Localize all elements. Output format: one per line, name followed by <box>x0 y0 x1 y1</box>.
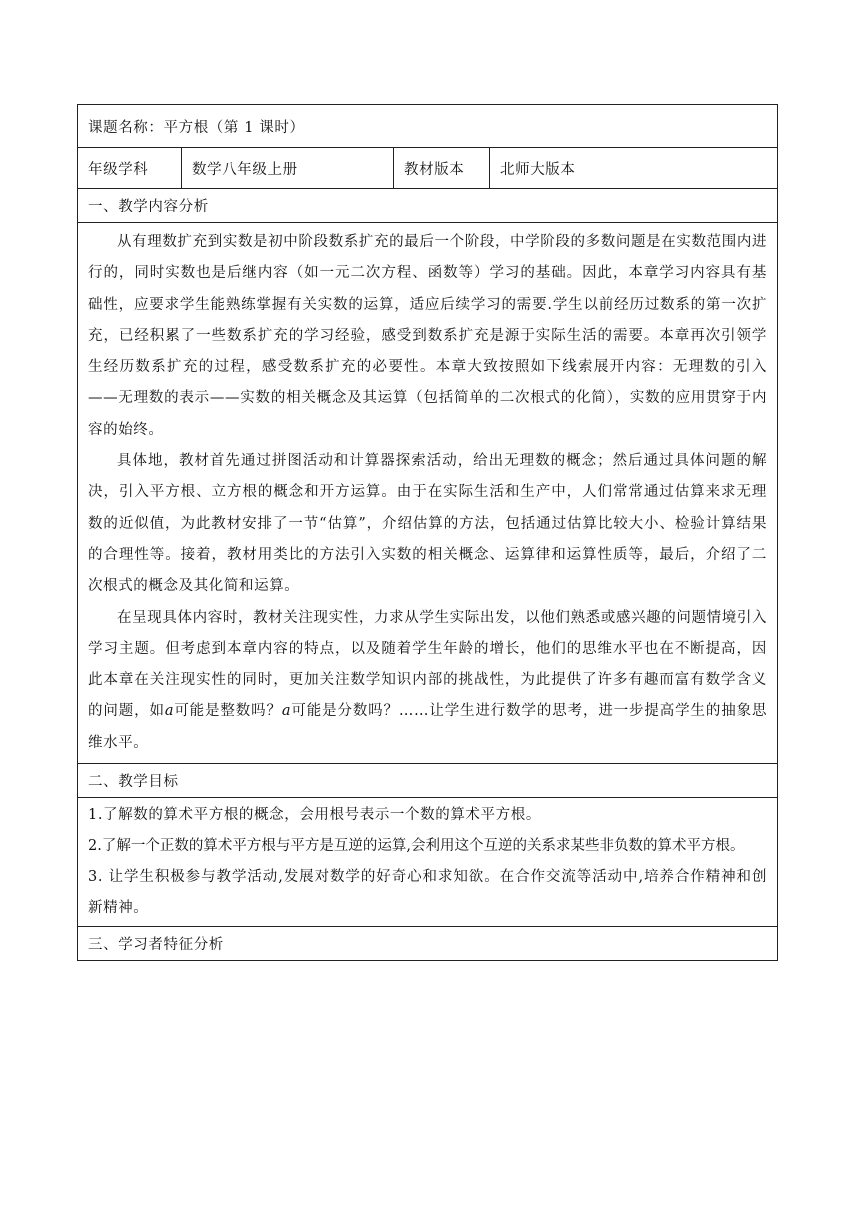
lesson-title: 课题名称：平方根（第 1 课时） <box>78 105 778 148</box>
grade-label: 年级学科 <box>78 148 182 189</box>
section1-heading-row <box>78 189 778 223</box>
lesson-plan-table <box>77 104 778 961</box>
grade-value: 数学八年级上册 <box>182 148 394 189</box>
section2-heading: 二、教学目标 <box>78 764 778 798</box>
section1-paragraph: 从有理数扩充到实数是初中阶段数系扩充的最后一个阶段，中学阶段的多数问题是在实数范围内进行的，同时实数也是后继内容（如一元二次方程、函数等）学习的基础。因此，本章学习内容具有基础性，应要求学生能熟练掌握有关实数的运算，适应后续学习的需要.学生以前经历过数系的第一次扩充，已经积累了一些数系扩充的学习经验，感受到数系扩充是源于实际生活的需要。本章再次引领学生经历数系扩充的过程，感受数系扩充的必要性。本章大致按照如下线索展开内容：无理数的引入——无理数的表示——实数的相关概念及其运算（包括简单的二次根式的化简），实数的应用贯穿于内容的始终。 <box>88 234 768 438</box>
section1-body <box>78 223 778 764</box>
goal-item: 2.了解一个正数的算术平方根与平方是互逆的运算,会利用这个互逆的关系求某些非负数的算术平方根。 <box>88 838 745 855</box>
goal-item: 3. 让学生积极参与教学活动,发展对数学的好奇心和求知欲。在合作交流等活动中,培养合作精神和创新精神。 <box>88 869 768 917</box>
paragraph-text: 可能是分数吗？……让学生进行数学的思考，进一步提高学生的抽象思维水平。 <box>88 703 768 751</box>
section2-body <box>78 798 778 927</box>
variable-a: a <box>281 703 292 720</box>
section1-body-row <box>78 223 778 764</box>
section2-heading-row <box>78 764 778 798</box>
edition-label: 教材版本 <box>394 148 490 189</box>
edition-value: 北师大版本 <box>490 148 778 189</box>
section1-heading: 一、教学内容分析 <box>78 189 778 223</box>
section3-heading-row <box>78 927 778 961</box>
section1-paragraph: 具体地，教材首先通过拼图活动和计算器探索活动，给出无理数的概念；然后通过具体问题的解决，引入平方根、立方根的概念和开方运算。由于在实际生活和生产中，人们常常通过估算来求无理数的近似值，为此教材安排了一节“估算”，介绍估算的方法，包括通过估算比较大小、检验计算结果的合理性等。接着，教材用类比的方法引入实数的相关概念、运算律和运算性质等，最后，介绍了二次根式的概念及其化简和运算。 <box>88 453 768 595</box>
info-row <box>78 148 778 189</box>
section2-body-row <box>78 798 778 927</box>
section1-paragraph <box>88 603 767 759</box>
title-row <box>78 105 778 148</box>
goal-item: 1.了解数的算术平方根的概念，会用根号表示一个数的算术平方根。 <box>88 807 541 824</box>
section3-heading: 三、学习者特征分析 <box>78 927 778 961</box>
paragraph-text: 在呈现具体内容时，教材关注现实性，力求从学生实际出发，以他们熟悉或感兴趣的问题情境引入学习主题。但考虑到本章内容的特点，以及随着学生年龄的增长，他们的思维水平也在不断提高，因此本章在关注现实性的同时，更加关注数学知识内部的挑战性，为此提供了许多有趣而富有数学含义的问题，如 <box>88 609 768 720</box>
variable-a: a <box>164 703 175 720</box>
paragraph-text: 可能是整数吗？ <box>174 703 282 720</box>
